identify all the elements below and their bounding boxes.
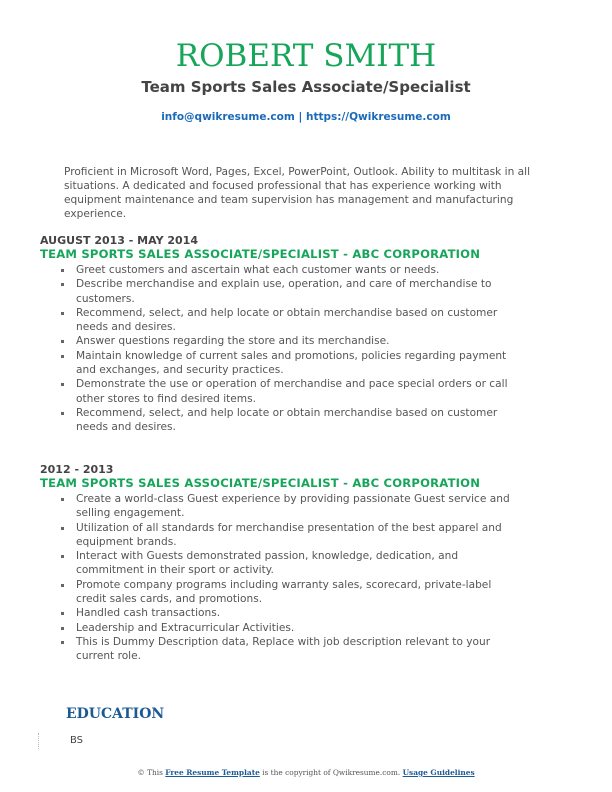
job-bullets — [40, 263, 560, 435]
candidate-name: ROBERT SMITH — [175, 38, 437, 74]
job-role: TEAM SPORTS SALES ASSOCIATE/SPECIALIST - ABC CORPORATION — [40, 476, 481, 490]
list-item: This is Dummy Description data, Replace with job description relevant to your current role. — [76, 635, 524, 664]
usage-guidelines-link[interactable]: Usage Guidelines — [402, 768, 475, 777]
job-role: TEAM SPORTS SALES ASSOCIATE/SPECIALIST - ABC CORPORATION — [40, 247, 481, 261]
job-dates: AUGUST 2013 - MAY 2014 — [40, 234, 198, 247]
job-entry — [40, 234, 560, 435]
contact-line — [0, 111, 612, 123]
list-item: Interact with Guests demonstrated passion, knowledge, dedication, and commitment in their sport or activity. — [76, 549, 524, 578]
footer — [0, 768, 612, 777]
list-item: Utilization of all standards for merchandise presentation of the best apparel and equipment brands. — [76, 521, 524, 550]
free-resume-template-link[interactable]: Free Resume Template — [165, 768, 260, 777]
list-item: Greet customers and ascertain what each customer wants or needs. — [76, 263, 524, 277]
education-divider — [38, 733, 39, 749]
education-heading: EDUCATION — [66, 706, 165, 722]
list-item: Answer questions regarding the store and its merchandise. — [76, 334, 524, 348]
list-item: Handled cash transactions. — [76, 606, 524, 620]
job-dates: 2012 - 2013 — [40, 463, 114, 476]
email-link[interactable]: info@qwikresume.com — [161, 111, 295, 123]
footer-copyright: is the copyright of Qwikresume.com. — [262, 768, 401, 777]
separator: | — [298, 111, 303, 123]
website-link[interactable]: https://Qwikresume.com — [305, 111, 451, 123]
footer-prefix: © This — [137, 768, 163, 777]
list-item: Maintain knowledge of current sales and promotions, policies regarding payment and exchanges, and security practices. — [76, 349, 524, 378]
list-item: Recommend, select, and help locate or obtain merchandise based on customer needs and desires. — [76, 306, 524, 335]
list-item: Recommend, select, and help locate or obtain merchandise based on customer needs and desires. — [76, 406, 524, 435]
list-item: Leadership and Extracurricular Activities. — [76, 621, 524, 635]
list-item: Create a world-class Guest experience by providing passionate Guest service and selling engagement. — [76, 492, 524, 521]
summary: Proficient in Microsoft Word, Pages, Excel, PowerPoint, Outlook. Ability to multitask in all situations. A dedicated and focused professional that has experience working with equipment maintenance and team supervision has management and manufacturing experience. — [64, 166, 531, 220]
job-entry — [40, 463, 560, 664]
list-item: Demonstrate the use or operation of merchandise and pace special orders or call other stores to find desired items. — [76, 377, 524, 406]
list-item: Describe merchandise and explain use, operation, and care of merchandise to customers. — [76, 277, 524, 306]
candidate-title: Team Sports Sales Associate/Specialist — [141, 78, 471, 96]
education-degree: BS — [70, 735, 84, 746]
list-item: Promote company programs including warranty sales, scorecard, private-label credit sales cards, and promotions. — [76, 578, 524, 607]
job-bullets — [40, 492, 560, 664]
